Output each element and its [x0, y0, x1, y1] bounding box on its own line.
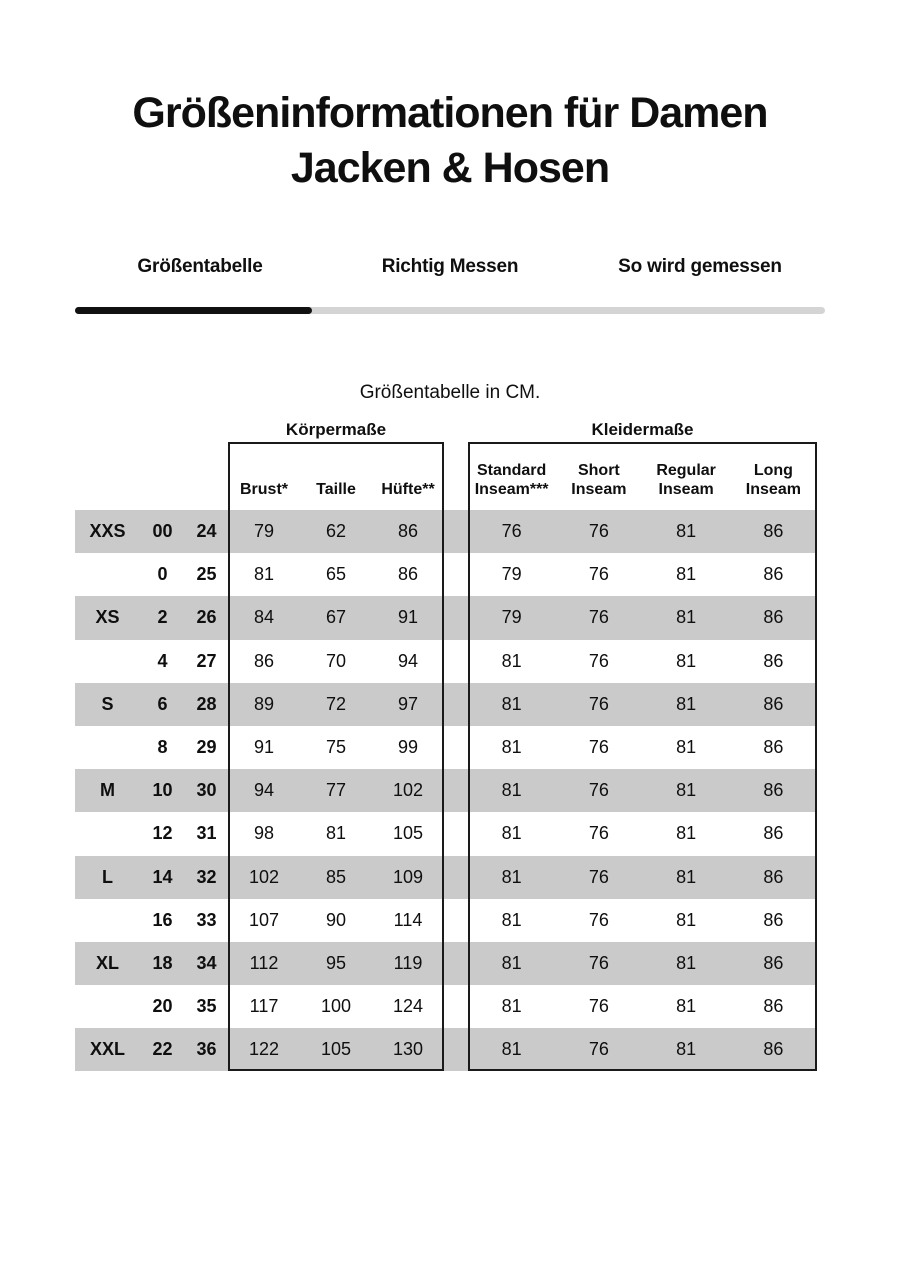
huefte-value-cell: 86: [397, 521, 419, 542]
tab-groessentabelle[interactable]: Größentabelle: [137, 256, 263, 277]
long-inseam-value-cell: 86: [763, 1039, 784, 1060]
huefte-value-cell: 91: [397, 607, 419, 628]
header-huefte: Hüfte**: [381, 481, 435, 498]
table-row: [75, 812, 817, 855]
size-info-page: [75, 86, 825, 1071]
us-size-cell: 12: [152, 823, 173, 844]
brust-value-cell: 91: [253, 737, 275, 758]
taille-value-cell: 62: [325, 521, 347, 542]
brust-value-cell: 117: [249, 996, 279, 1017]
numeric-size-cell: 35: [196, 996, 217, 1017]
us-size-cell: 10: [152, 780, 173, 801]
brust-value-cell: 89: [253, 693, 275, 714]
numeric-size-cell: 25: [196, 564, 217, 585]
page-title-line2: Jacken & Hosen: [290, 144, 610, 192]
standard-inseam-value-cell: 79: [501, 564, 522, 585]
table-caption: Größentabelle in CM.: [359, 382, 541, 403]
standard-inseam-value-cell: 81: [501, 693, 522, 714]
brust-value-cell: 81: [253, 564, 275, 585]
taille-value-cell: 70: [325, 650, 347, 671]
taille-value-cell: 65: [325, 564, 347, 585]
us-size-cell: 22: [152, 1039, 173, 1060]
long-inseam-value-cell: 86: [763, 564, 784, 585]
taille-value-cell: 95: [325, 952, 347, 973]
brust-value-cell: 107: [248, 909, 280, 930]
taille-value-cell: 72: [325, 693, 347, 714]
short-inseam-value-cell: 76: [588, 996, 609, 1017]
numeric-size-cell: 27: [196, 650, 217, 671]
standard-inseam-value-cell: 81: [501, 650, 522, 671]
table-body: [75, 510, 817, 1071]
table-row: [75, 510, 817, 553]
long-inseam-value-cell: 86: [763, 607, 784, 628]
standard-inseam-value-cell: 81: [501, 737, 522, 758]
numeric-size-cell: 31: [196, 823, 217, 844]
tab-so-wird-gemessen[interactable]: So wird gemessen: [618, 256, 782, 277]
numeric-size-cell: 32: [196, 866, 217, 887]
regular-inseam-value-cell: 81: [676, 650, 697, 671]
huefte-value-cell: 99: [397, 737, 419, 758]
tab-indicator-track: [75, 307, 825, 314]
taille-value-cell: 67: [325, 607, 347, 628]
long-inseam-value-cell: 86: [763, 909, 784, 930]
size-label-cell: XL: [95, 952, 119, 973]
header-size-blank: [75, 442, 140, 510]
regular-inseam-value-cell: 81: [676, 693, 697, 714]
taille-value-cell: 100: [320, 996, 352, 1017]
numeric-size-cell: 34: [196, 952, 217, 973]
taille-value-cell: 75: [325, 737, 347, 758]
huefte-value-cell: 94: [397, 650, 419, 671]
huefte-value-cell: 114: [393, 909, 423, 930]
header-standard-inseam: Standard Inseam***: [474, 462, 549, 498]
standard-inseam-value-cell: 79: [501, 607, 522, 628]
long-inseam-value-cell: 86: [763, 521, 784, 542]
regular-inseam-value-cell: 81: [676, 823, 697, 844]
standard-inseam-value-cell: 81: [501, 952, 522, 973]
taille-value-cell: 105: [320, 1039, 352, 1060]
regular-inseam-value-cell: 81: [676, 521, 697, 542]
regular-inseam-value-cell: 81: [676, 564, 697, 585]
brust-value-cell: 84: [253, 607, 275, 628]
short-inseam-value-cell: 76: [588, 952, 609, 973]
page-title-line1: Größeninformationen für Damen: [132, 89, 768, 137]
numeric-size-cell: 33: [196, 909, 217, 930]
standard-inseam-value-cell: 81: [501, 996, 522, 1017]
table-header-row: [75, 442, 817, 510]
us-size-cell: 14: [152, 866, 173, 887]
long-inseam-value-cell: 86: [763, 693, 784, 714]
huefte-value-cell: 97: [397, 693, 419, 714]
us-size-cell: 8: [157, 737, 168, 758]
us-size-cell: 0: [157, 564, 168, 585]
us-size-cell: 18: [152, 952, 173, 973]
long-inseam-value-cell: 86: [763, 866, 784, 887]
table-row: [75, 596, 817, 639]
size-label-cell: L: [102, 866, 113, 887]
table-row: [75, 683, 817, 726]
regular-inseam-value-cell: 81: [676, 780, 697, 801]
huefte-value-cell: 130: [392, 1039, 424, 1060]
short-inseam-value-cell: 76: [588, 737, 609, 758]
standard-inseam-value-cell: 81: [501, 1039, 522, 1060]
standard-inseam-value-cell: 76: [501, 521, 522, 542]
column-group-labels: [75, 418, 817, 440]
taille-value-cell: 90: [325, 909, 347, 930]
brust-value-cell: 112: [249, 952, 279, 973]
huefte-value-cell: 109: [392, 866, 424, 887]
brust-value-cell: 94: [253, 780, 275, 801]
short-inseam-value-cell: 76: [588, 521, 609, 542]
tab-bar: [75, 256, 825, 278]
long-inseam-value-cell: 86: [763, 780, 784, 801]
group-label-koerpermasse: Körpermaße: [285, 420, 387, 439]
huefte-value-cell: 105: [392, 823, 424, 844]
short-inseam-value-cell: 76: [588, 607, 609, 628]
size-label-cell: XXS: [89, 521, 126, 542]
size-label-cell: XXL: [89, 1039, 125, 1060]
huefte-value-cell: 86: [397, 564, 419, 585]
huefte-value-cell: 124: [392, 996, 424, 1017]
numeric-size-cell: 36: [196, 1039, 217, 1060]
header-brust: Brust*: [239, 481, 288, 498]
header-gap: [444, 442, 468, 510]
regular-inseam-value-cell: 81: [676, 1039, 697, 1060]
header-short-inseam: Short Inseam: [571, 462, 627, 498]
brust-value-cell: 79: [253, 521, 275, 542]
brust-value-cell: 122: [248, 1039, 280, 1060]
short-inseam-value-cell: 76: [588, 866, 609, 887]
header-num-blank: [185, 442, 228, 510]
page-title: [75, 86, 825, 196]
us-size-cell: 4: [157, 650, 168, 671]
header-taille: Taille: [316, 481, 356, 498]
header-regular-inseam: Regular Inseam: [656, 462, 716, 498]
standard-inseam-value-cell: 81: [501, 823, 522, 844]
table-row: [75, 942, 817, 985]
huefte-value-cell: 119: [393, 952, 423, 973]
short-inseam-value-cell: 76: [588, 780, 609, 801]
tab-active-indicator: [75, 307, 312, 314]
regular-inseam-value-cell: 81: [676, 866, 697, 887]
taille-value-cell: 85: [325, 866, 347, 887]
us-size-cell: 20: [152, 996, 173, 1017]
group-label-kleidermasse: Kleidermaße: [591, 420, 694, 439]
short-inseam-value-cell: 76: [588, 693, 609, 714]
numeric-size-cell: 28: [196, 693, 217, 714]
table-row: [75, 640, 817, 683]
standard-inseam-value-cell: 81: [501, 866, 522, 887]
size-table: [75, 442, 817, 1071]
numeric-size-cell: 29: [196, 737, 217, 758]
short-inseam-value-cell: 76: [588, 823, 609, 844]
brust-value-cell: 98: [253, 823, 275, 844]
long-inseam-value-cell: 86: [763, 823, 784, 844]
table-row: [75, 856, 817, 899]
header-us-blank: [140, 442, 185, 510]
regular-inseam-value-cell: 81: [676, 909, 697, 930]
standard-inseam-value-cell: 81: [501, 909, 522, 930]
brust-value-cell: 86: [253, 650, 275, 671]
long-inseam-value-cell: 86: [763, 650, 784, 671]
regular-inseam-value-cell: 81: [676, 737, 697, 758]
taille-value-cell: 81: [325, 823, 347, 844]
header-long-inseam: Long Inseam: [745, 462, 801, 498]
tab-richtig-messen[interactable]: Richtig Messen: [381, 256, 519, 277]
short-inseam-value-cell: 76: [588, 1039, 609, 1060]
us-size-cell: 6: [157, 693, 168, 714]
table-row: [75, 985, 817, 1028]
short-inseam-value-cell: 76: [588, 564, 609, 585]
size-label-cell: M: [100, 780, 115, 801]
taille-value-cell: 77: [325, 780, 347, 801]
table-row: [75, 553, 817, 596]
long-inseam-value-cell: 86: [763, 952, 784, 973]
huefte-value-cell: 102: [392, 780, 424, 801]
us-size-cell: 00: [152, 521, 173, 542]
numeric-size-cell: 26: [196, 607, 217, 628]
size-label-cell: S: [101, 693, 114, 714]
size-chart: [75, 418, 817, 1071]
us-size-cell: 2: [157, 607, 168, 628]
table-row: [75, 769, 817, 812]
table-row: [75, 899, 817, 942]
numeric-size-cell: 24: [196, 521, 217, 542]
regular-inseam-value-cell: 81: [676, 952, 697, 973]
long-inseam-value-cell: 86: [763, 996, 784, 1017]
regular-inseam-value-cell: 81: [676, 607, 697, 628]
short-inseam-value-cell: 76: [588, 909, 609, 930]
regular-inseam-value-cell: 81: [676, 996, 697, 1017]
size-label-cell: XS: [95, 607, 120, 628]
table-row: [75, 726, 817, 769]
short-inseam-value-cell: 76: [588, 650, 609, 671]
table-row: [75, 1028, 817, 1071]
us-size-cell: 16: [152, 909, 173, 930]
standard-inseam-value-cell: 81: [501, 780, 522, 801]
numeric-size-cell: 30: [196, 780, 217, 801]
brust-value-cell: 102: [248, 866, 280, 887]
long-inseam-value-cell: 86: [763, 737, 784, 758]
